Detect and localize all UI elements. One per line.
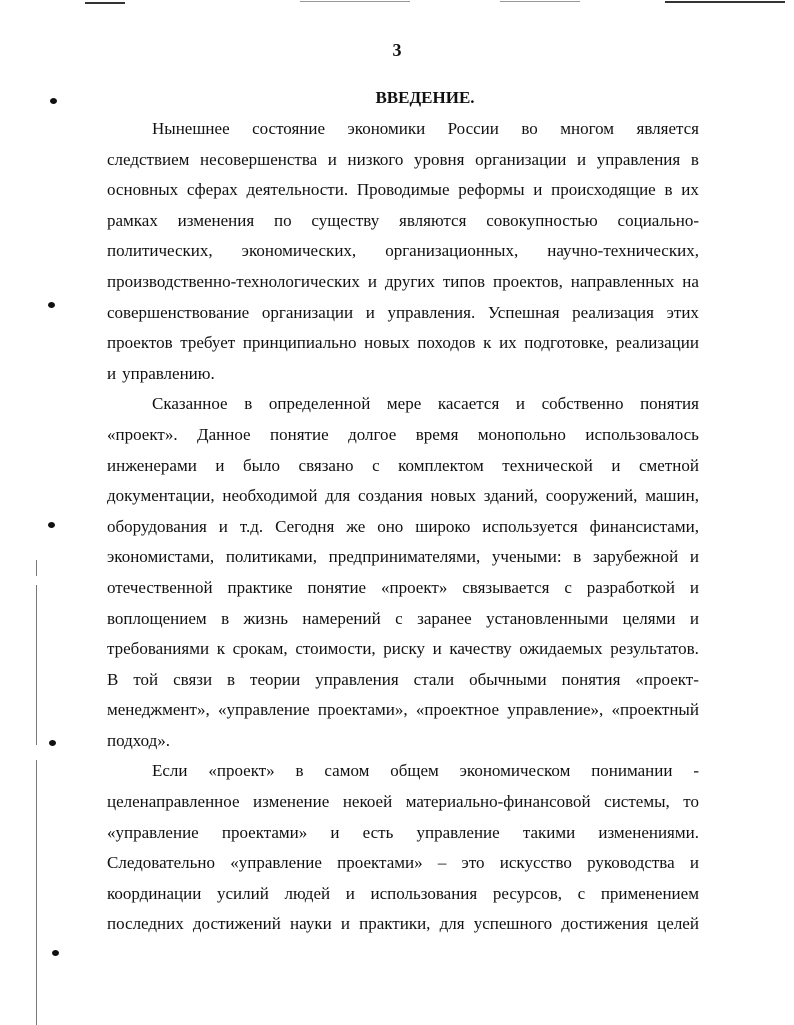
word: экономики [347,119,426,138]
word: в [221,608,230,628]
word: подготовке, [524,333,609,353]
word: же [346,516,366,536]
scan-edge-line [300,1,410,2]
word: сметной [638,455,699,475]
word: стоимости, [295,639,376,659]
text-line [107,848,699,879]
word: менеджмент», [107,700,210,720]
word: оборудования [107,516,207,536]
word: предпринимателями, [328,547,481,567]
word: несовершенства [200,149,318,169]
word: Следовательно [107,853,216,873]
word: «управление [217,700,310,720]
margin-line [36,760,37,1025]
word: этих [666,302,699,322]
word: материально-финансовой [405,792,591,812]
word: экономических, [241,241,357,261]
word: во [521,119,538,138]
word: целями [622,608,676,628]
text-line [107,389,699,420]
word: время [415,424,459,444]
word: было [242,455,281,475]
word: намерений [302,608,381,628]
word: Сказанное [152,394,228,414]
word: и [330,822,340,842]
word: управления [315,669,399,689]
word: реформы [458,180,525,200]
word: риску [383,639,425,659]
word: документации, [107,486,215,506]
word: являются [399,210,467,230]
word: и [689,577,699,597]
text-line [107,451,699,482]
word: учеными: [491,547,562,567]
word: происходящие [551,180,656,200]
word: установленными [486,608,609,628]
word: воплощением [107,608,207,628]
word: монопольно [477,424,566,444]
word: и [689,853,699,873]
word: рамках [107,210,158,230]
margin-line [36,560,37,576]
word: руководства [587,853,675,873]
text-line [107,573,699,604]
word: долгое [348,424,397,444]
word: используется [482,516,578,536]
word: это [461,853,485,873]
word: – [437,853,447,873]
word: в [244,394,253,414]
scan-edge-line [85,2,125,4]
scan-edge-line [500,1,580,2]
word: является [636,119,699,138]
text-line [107,206,699,237]
word: с [577,883,586,903]
word: организационных, [385,241,519,261]
word: изменениями. [598,822,699,842]
word: комплектом [398,455,484,475]
word: ожидаемых [519,639,603,659]
word: к [483,333,492,353]
word: экономическом [459,761,571,781]
word: изменение [253,792,330,812]
word: и [345,883,355,903]
word: такими [522,822,576,842]
word: целенаправленное [107,792,240,812]
word: совокупностью [486,210,598,230]
word: финансистами, [589,516,699,536]
word: организации [475,149,567,169]
word: управлению. [122,363,215,383]
word: и [533,180,543,200]
word: последних [107,914,184,934]
word: управления [596,149,681,169]
word: связывается [462,577,550,597]
word: и [107,363,117,383]
text-line [107,359,699,390]
word: связано [298,455,354,475]
text-line [107,328,699,359]
word: и [340,914,350,934]
word: политических, [107,241,213,261]
word: достижения [561,914,649,934]
word: реализации [615,333,699,353]
word: то [683,792,699,812]
word: самом [324,761,370,781]
word: Успешная [487,302,560,322]
word: касается [437,394,500,414]
word: управления. [387,302,476,322]
word: общем [390,761,439,781]
word: мере [386,394,422,414]
word: производственно-технологических [107,271,360,291]
word: проектами» [337,853,423,873]
word: необходимой [222,486,318,506]
word: сферах [186,180,238,200]
word: других [384,271,435,291]
word: для [439,914,465,934]
word: определенной [268,394,371,414]
word: практике [227,577,293,597]
word: совершенствование [107,302,250,322]
word: заранее [417,608,472,628]
word: и [689,608,699,628]
word: отечественной [107,577,213,597]
word: подход». [107,730,171,750]
text-line [107,879,699,910]
word: оно [377,516,404,536]
word: направленных [570,271,675,291]
word: результатов. [610,639,699,659]
section-heading: ВВЕДЕНИЕ. [375,88,475,107]
word: проектов, [492,271,563,291]
word: состояние [252,119,326,138]
word: новых [430,486,476,506]
word: и [515,394,525,414]
word: Сегодня [275,516,335,536]
word: теории [250,669,301,689]
word: принципиально [242,333,357,353]
text-line [107,604,699,635]
word: в [227,669,236,689]
word: требованиями [107,639,210,659]
word: есть [362,822,394,842]
word: обычными [469,669,547,689]
word: т.д. [239,516,264,536]
word: понятие [270,424,329,444]
text-line [107,818,699,849]
word: качеству [449,639,512,659]
text-line [107,114,699,145]
word: широко [415,516,471,536]
text-line [107,695,699,726]
word: науки [290,914,332,934]
word: срокам, [232,639,288,659]
word: ресурсов, [492,883,562,903]
word: стали [413,669,455,689]
word: в [573,547,582,567]
word: усилий [217,883,269,903]
word: организации [261,302,354,322]
word: Проводимые [356,180,450,200]
word: и [365,302,375,322]
word: «проект» [381,577,448,597]
word: реализация [572,302,654,322]
word: проектами», [317,700,408,720]
word: и [218,516,228,536]
word: в [664,180,673,200]
word: уровня [414,149,465,169]
text-line [107,175,699,206]
word: системы, [604,792,670,812]
word: с [372,455,380,475]
word: практики, [359,914,431,934]
word: использовалось [585,424,699,444]
word: изменения [177,210,255,230]
paragraph [107,756,699,940]
scan-edge-line [665,1,785,3]
word: следствием [107,149,190,169]
word: деятельности. [246,180,349,200]
word: «управление [230,853,322,873]
word: использования [370,883,478,903]
word: «проектный [611,700,699,720]
word: искусство [499,853,572,873]
word: связи [173,669,213,689]
word: достижений [192,914,281,934]
text-line [107,236,699,267]
word: существу [311,210,380,230]
word: с [564,577,572,597]
binding-hole-mark [52,950,59,956]
word: основных [107,180,179,200]
paragraph [107,114,699,389]
text-line [107,665,699,696]
word: проектами» [221,822,308,842]
text-line [107,909,699,940]
text-line [107,420,699,451]
margin-line [36,585,37,745]
word: требует [180,333,236,353]
word: на [682,271,699,291]
word: с [395,608,403,628]
word: в [690,149,699,169]
text-line [107,145,699,176]
text-line [107,756,699,787]
text-line [107,542,699,573]
word: создания [358,486,423,506]
word: зарубежной [592,547,679,567]
text-line [107,481,699,512]
word: политиками, [225,547,317,567]
word: технической [502,455,593,475]
word: применением [600,883,699,903]
word: - [693,761,699,781]
word: целей [657,914,699,934]
binding-hole-mark [48,302,55,308]
word: новых [364,333,410,353]
word: зданий, [483,486,538,506]
word: научно-технических, [547,241,699,261]
word: Данное [197,424,251,444]
word: В [107,669,119,689]
word: по [274,210,292,230]
word: собственно [541,394,624,414]
word: «проект». [107,424,178,444]
word: некоей [342,792,393,812]
word: и [367,271,377,291]
word: и [689,547,699,567]
word: и [327,149,337,169]
word: и [577,149,587,169]
word: в [295,761,304,781]
word: успешного [473,914,553,934]
word: понятия [561,669,621,689]
word: к [216,639,225,659]
word: понимании [591,761,673,781]
word: и [432,639,442,659]
text-line [107,787,699,818]
text-line [107,512,699,543]
word: «проектное [415,700,500,720]
word: управление [416,822,500,842]
word: «проект- [635,669,699,689]
word: их [499,333,517,353]
binding-hole-mark [48,522,55,528]
word: походов [417,333,476,353]
word: экономистами, [107,547,215,567]
word: инженерами [107,455,197,475]
text-line [107,634,699,665]
word: Если [152,761,188,781]
word: низкого [347,149,404,169]
word: проектов [107,333,173,353]
binding-hole-mark [49,740,56,746]
word: той [133,669,159,689]
body-text [107,114,699,940]
word: «управление [107,822,199,842]
word: сооружений, [545,486,638,506]
word: Нынешнее [152,119,230,138]
word: понятие [307,577,367,597]
word: и [611,455,621,475]
word: типов [442,271,486,291]
word: разработкой [586,577,675,597]
word: людей [284,883,331,903]
word: для [325,486,351,506]
word: и [215,455,225,475]
paragraph [107,389,699,756]
word: координации [107,883,202,903]
text-line [107,267,699,298]
word: многом [560,119,615,138]
word: понятия [640,394,699,414]
word: России [447,119,499,138]
word: «проект» [208,761,275,781]
page-number: 3 [392,40,402,60]
word: машин, [645,486,699,506]
word: социально- [617,210,699,230]
word: управление», [507,700,604,720]
word: жизнь [243,608,288,628]
text-line [107,726,699,757]
word: их [681,180,699,200]
text-line [107,298,699,329]
